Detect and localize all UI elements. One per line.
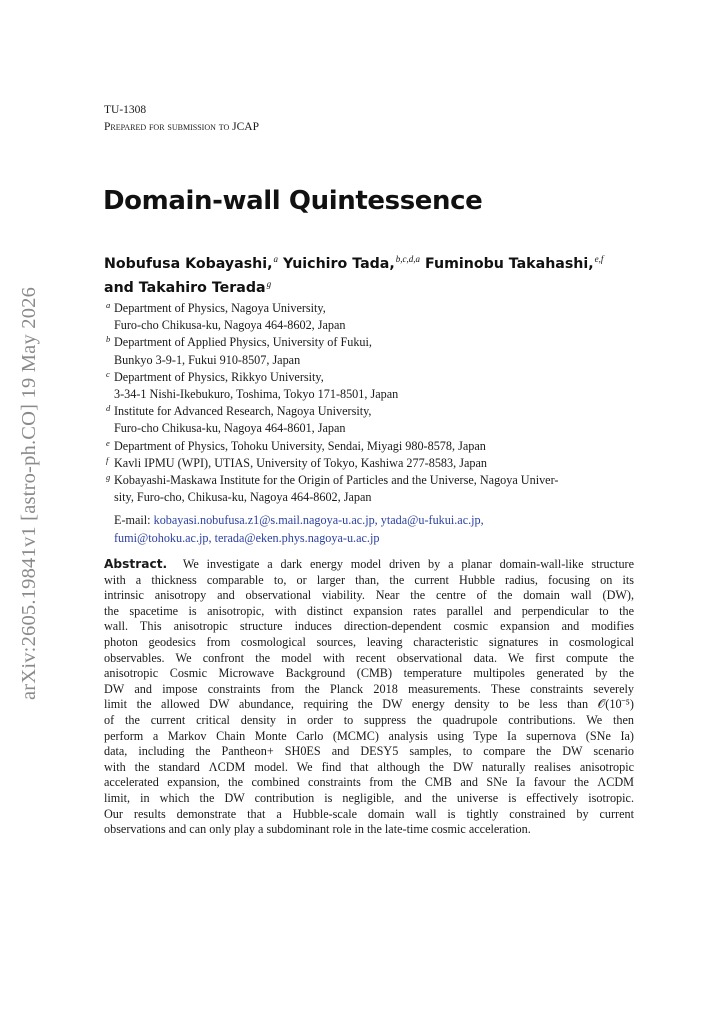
email-label: E-mail:: [114, 513, 151, 528]
affiliation-line: Bunkyo 3-9-1, Fukui 910-8507, Japan: [114, 352, 301, 367]
affiliation-f: [106, 455, 646, 472]
affiliation-mark: e: [106, 437, 110, 448]
abstract-line: data, including the Pantheon+ SH0ES and DESY5 samples, to compare the DW scenario: [104, 744, 634, 759]
affiliation-e: [106, 438, 646, 455]
affiliation-g: [106, 472, 646, 506]
author-tada: [283, 256, 420, 272]
affiliation-list: [106, 300, 646, 547]
affiliation-marks: b,c,d,a: [395, 254, 421, 264]
affiliation-line: Kavli IPMU (WPI), UTIAS, University of Tokyo, Kashiwa 277-8583, Japan: [114, 455, 487, 470]
author-name: and Takahiro Terada: [104, 280, 266, 297]
abstract-heading: Abstract.: [104, 557, 168, 571]
abstract-line: observables. We confront the model with recent observational data. We first compute the: [104, 650, 634, 665]
affiliation-a: [106, 300, 646, 334]
affiliation-mark: b: [106, 334, 111, 345]
author-takahashi: [425, 256, 603, 272]
author-list: [104, 249, 634, 298]
email-link-tada[interactable]: ytada@u-fukui.ac.jp,: [380, 513, 484, 528]
author-name: Nobufusa Kobayashi,: [104, 255, 273, 272]
email-link-terada[interactable]: terada@eken.phys.nagoya-u.ac.jp: [214, 530, 380, 545]
journal-submission-note: [104, 121, 259, 133]
affiliation-marks: a: [273, 254, 279, 264]
abstract-line: [104, 557, 634, 573]
abstract-line: anisotropic Cosmic Microwave Background (CMB) temperature multipoles generated by the: [104, 666, 634, 681]
affiliation-line: sity, Furo-cho, Chikusa-ku, Nagoya 464-8602, Japan: [114, 490, 372, 505]
affiliation-mark: d: [106, 403, 111, 414]
email-line: [114, 530, 646, 547]
author-name: Fuminobu Takahashi,: [424, 255, 594, 272]
abstract-line: wall. This anisotropic structure induces direction-dependent cosmic expansion and modifies: [104, 619, 634, 634]
affiliation-mark: f: [106, 454, 109, 465]
affiliation-b: [106, 334, 646, 368]
affiliation-line: Institute for Advanced Research, Nagoya University,: [114, 404, 372, 419]
journal-submission-text: Prepared for submission to JCAP: [104, 121, 259, 133]
affiliation-line: Kobayashi-Maskawa Institute for the Origin of Particles and the Universe, Nagoya Univer-: [114, 473, 559, 488]
affiliation-mark: a: [106, 300, 111, 310]
abstract-line: limit, in which the DW contribution is negligible, and the universe is effectively isotropic.: [104, 790, 634, 805]
abstract-line: with the standard ΛCDM model. We find that although the DW naturally realises anisotropic: [104, 759, 634, 774]
abstract-line: with a thickness comparable to, or larger than, the current Hubble radius, focusing on its: [104, 572, 634, 587]
author-terada: [104, 280, 271, 296]
author-kobayashi: [104, 256, 278, 272]
affiliation-mark: g: [106, 472, 111, 483]
abstract-line: perform a Markov Chain Monte Carlo (MCMC) analysis using Type Ia supernova (SNe Ia): [104, 728, 634, 743]
abstract: [104, 557, 634, 838]
email-line: [114, 512, 646, 529]
paper-title: Domain-wall Quintessence: [103, 186, 483, 216]
abstract-line: of the current critical density in order to suppress the quadrupole contributions. We then: [104, 712, 634, 727]
abstract-line: DW and impose constraints from the Planck 2018 measurements. These constraints severely: [104, 681, 634, 696]
email-link-kobayashi[interactable]: kobayasi.nobufusa.z1@s.mail.nagoya-u.ac.jp,: [153, 513, 378, 528]
arxiv-identifier-stamp: arXiv:2605.19841v1 [astro-ph.CO] 19 May 2026: [18, 286, 40, 700]
affiliation-marks: g: [266, 278, 272, 289]
affiliation-d: [106, 403, 646, 437]
affiliation-line: Department of Physics, Rikkyo University,: [114, 369, 324, 384]
abstract-line: intrinsic anisotropy and observational viability. Near the centre of the domain wall (DW),: [104, 588, 634, 603]
abstract-text: We investigate a dark energy model driven by a planar domain-wall-like structure: [182, 557, 635, 571]
affiliation-line: Furo-cho Chikusa-ku, Nagoya 464-8602, Japan: [114, 318, 346, 333]
affiliation-marks: e,f: [594, 254, 604, 264]
affiliation-mark: c: [106, 368, 110, 379]
affiliation-line: Department of Physics, Nagoya University,: [114, 301, 326, 315]
report-number: TU-1308: [104, 104, 147, 116]
affiliation-line: 3-34-1 Nishi-Ikebukuro, Toshima, Tokyo 171-8501, Japan: [114, 387, 399, 402]
abstract-line: accelerated expansion, the combined constraints from the CMB and SNe Ia favour the ΛCDM: [104, 775, 634, 790]
abstract-line: observations and can only play a subdominant role in the late-time cosmic acceleration.: [104, 822, 531, 837]
affiliation-line: Department of Physics, Tohoku University, Sendai, Miyagi 980-8578, Japan: [114, 438, 486, 453]
abstract-line: photon geodesics from cosmological sources, leaving characteristic signatures in cosmological: [104, 634, 634, 649]
abstract-line: limit the allowed DW abundance, requiring the DW energy density to be less than 𝒪(10⁻⁵): [104, 697, 634, 712]
affiliation-c: [106, 369, 646, 403]
abstract-line: the spacetime is anisotropic, with distinct expansion rates parallel and perpendicular to the: [104, 603, 634, 618]
email-link-takahashi[interactable]: fumi@tohoku.ac.jp,: [114, 530, 212, 545]
affiliation-line: Department of Applied Physics, University of Fukui,: [114, 335, 372, 350]
abstract-line: Our results demonstrate that a Hubble-scale domain wall is tightly constrained by current: [104, 806, 634, 821]
email-block: [106, 512, 646, 546]
author-name: Yuichiro Tada,: [282, 255, 395, 272]
affiliation-line: Furo-cho Chikusa-ku, Nagoya 464-8601, Japan: [114, 421, 346, 436]
